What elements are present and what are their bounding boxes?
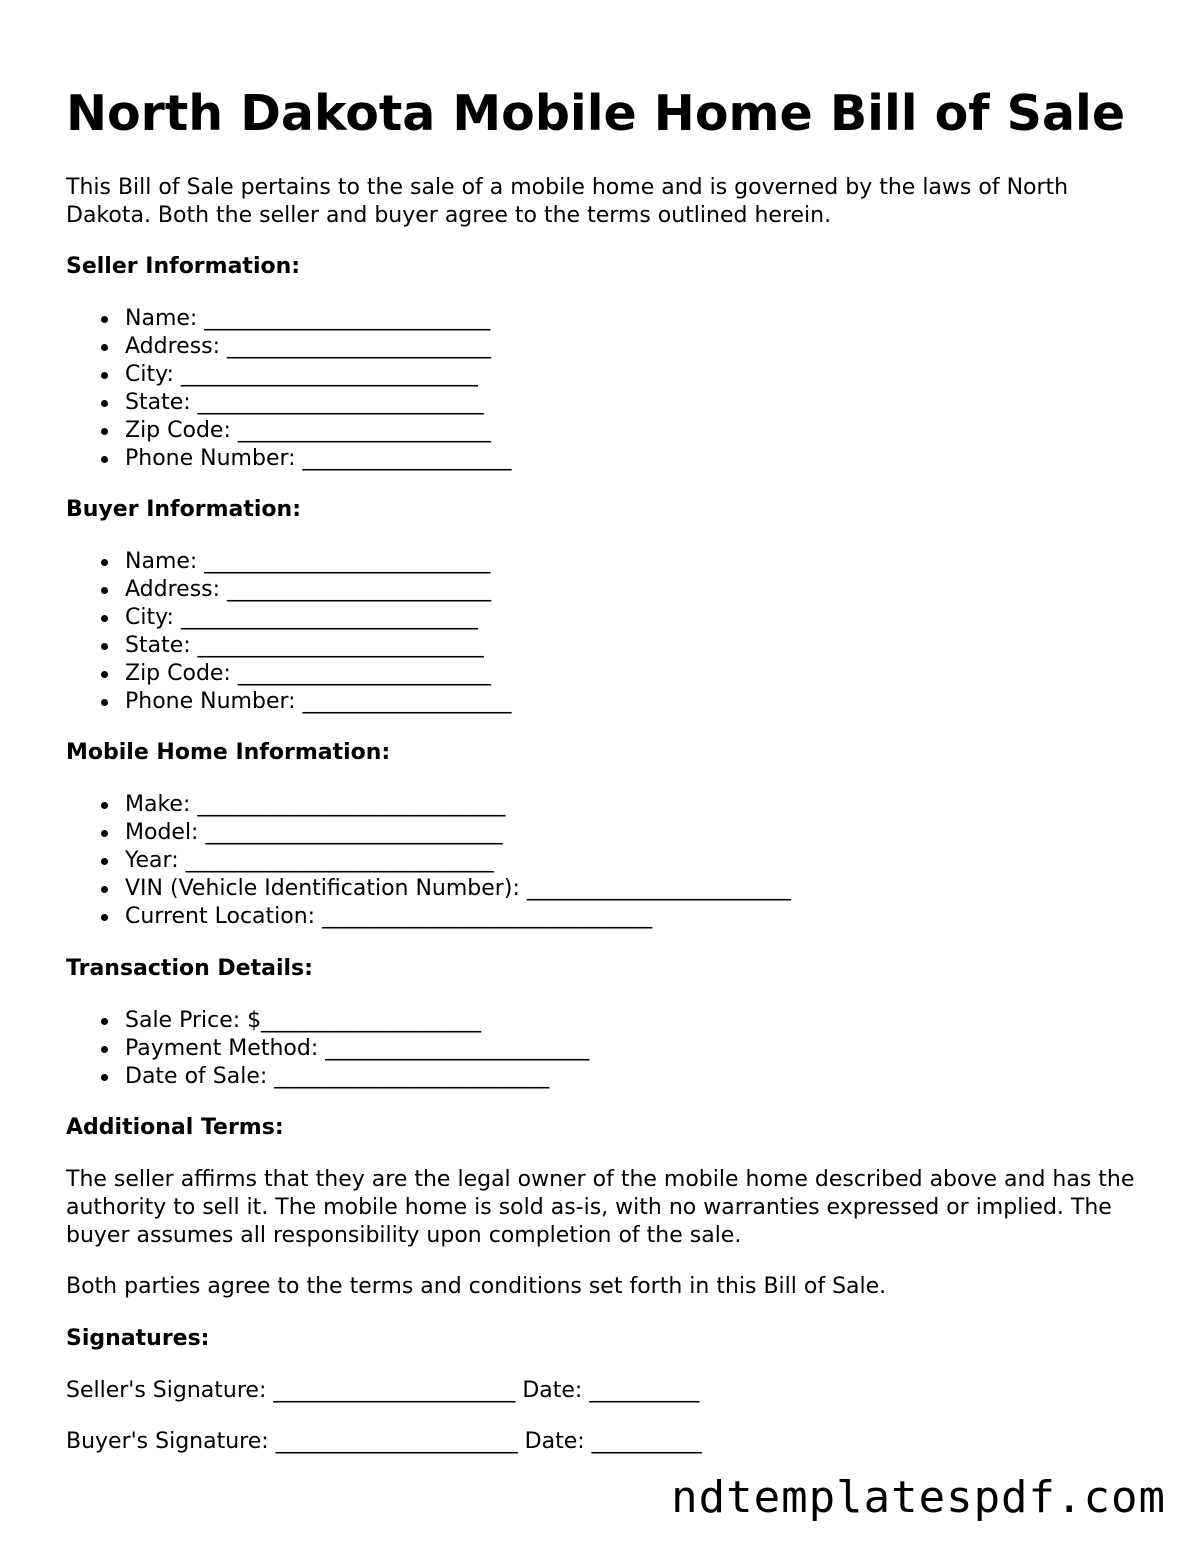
buyer-city-field: City: ___________________________ bbox=[66, 604, 512, 632]
intro-paragraph: This Bill of Sale pertains to the sale of a mobile home and is governed by the laws of North Dakota. Both the seller and buyer agree to the terms outlined herein. bbox=[66, 175, 1069, 228]
agreement-paragraph: Both parties agree to the terms and conditions set forth in this Bill of Sale. bbox=[66, 1274, 887, 1299]
current-location-field: Current Location: ______________________________ bbox=[66, 903, 791, 931]
buyer-fields bbox=[66, 548, 512, 716]
additional-terms-paragraph: The seller affirms that they are the legal owner of the mobile home described above and has the authority to sell it. The mobile home is sold as-is, with no warranties expressed or implied. The buyer assumes all responsibility upon completion of the sale. bbox=[66, 1167, 1135, 1248]
document-title: North Dakota Mobile Home Bill of Sale bbox=[66, 85, 1126, 142]
additional-terms-heading: Additional Terms: bbox=[66, 1115, 284, 1140]
seller-address-field: Address: ________________________ bbox=[66, 333, 512, 361]
vin-field: VIN (Vehicle Identification Number): ________________________ bbox=[66, 875, 791, 903]
buyer-state-field: State: __________________________ bbox=[66, 632, 512, 660]
buyer-phone-field: Phone Number: ___________________ bbox=[66, 688, 512, 716]
seller-zip-field: Zip Code: _______________________ bbox=[66, 417, 512, 445]
year-field: Year: ____________________________ bbox=[66, 847, 791, 875]
seller-fields bbox=[66, 305, 512, 473]
seller-name-field: Name: __________________________ bbox=[66, 305, 512, 333]
buyer-address-field: Address: ________________________ bbox=[66, 576, 512, 604]
buyer-zip-field: Zip Code: _______________________ bbox=[66, 660, 512, 688]
signatures-heading: Signatures: bbox=[66, 1326, 210, 1351]
seller-city-field: City: ___________________________ bbox=[66, 361, 512, 389]
transaction-fields bbox=[66, 1007, 589, 1091]
payment-method-field: Payment Method: ________________________ bbox=[66, 1035, 589, 1063]
sale-price-field: Sale Price: $____________________ bbox=[66, 1007, 589, 1035]
seller-signature-line: Seller's Signature: ______________________ Date: __________ bbox=[66, 1378, 700, 1403]
model-field: Model: ___________________________ bbox=[66, 819, 791, 847]
transaction-heading: Transaction Details: bbox=[66, 956, 313, 981]
buyer-name-field: Name: __________________________ bbox=[66, 548, 512, 576]
site-watermark: ndtemplatespdf.com bbox=[671, 1472, 1166, 1523]
seller-state-field: State: __________________________ bbox=[66, 389, 512, 417]
buyer-signature-line: Buyer's Signature: ______________________ Date: __________ bbox=[66, 1429, 702, 1454]
date-of-sale-field: Date of Sale: _________________________ bbox=[66, 1063, 589, 1091]
make-field: Make: ____________________________ bbox=[66, 791, 791, 819]
seller-phone-field: Phone Number: ___________________ bbox=[66, 445, 512, 473]
seller-heading: Seller Information: bbox=[66, 254, 301, 279]
buyer-heading: Buyer Information: bbox=[66, 497, 301, 522]
mobile-home-fields bbox=[66, 791, 791, 931]
mobile-home-heading: Mobile Home Information: bbox=[66, 740, 391, 765]
